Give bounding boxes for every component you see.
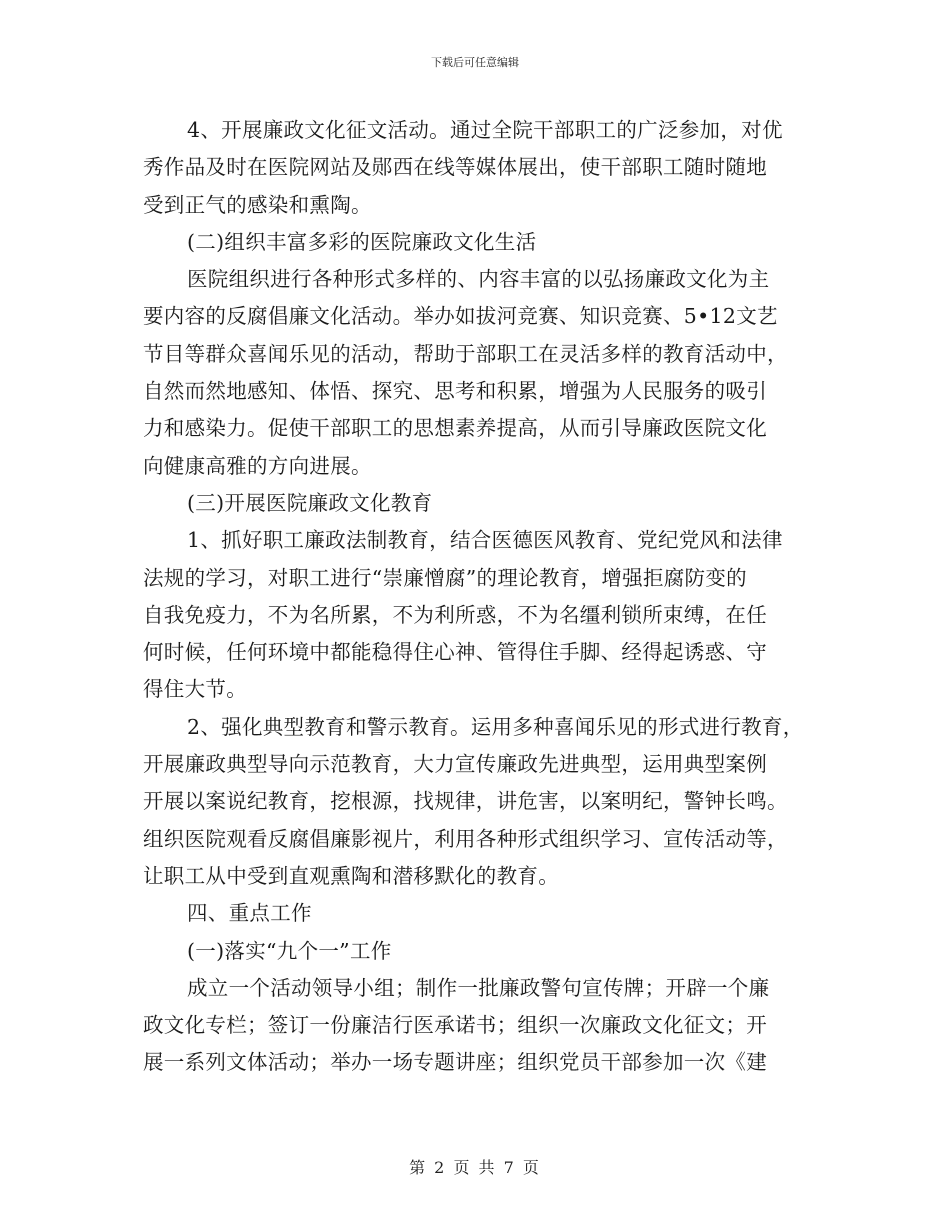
text-line: 政文化专栏；签订一份廉洁行医承诺书；组织一次廉政文化征文；开 <box>143 1013 767 1038</box>
text-line: 自我免疫力，不为名所累，不为利所惑，不为名缰利锁所束缚，在任 <box>143 602 767 627</box>
text-line: 秀作品及时在医院网站及郧西在线等媒体展出，使干部职工随时随地 <box>143 155 767 180</box>
text-line: 得住大节。 <box>143 677 247 702</box>
text-line: 成立一个活动领导小组；制作一批廉政警句宣传牌；开辟一个廉 <box>187 975 770 1000</box>
text-line: 力和感染力。促使干部职工的思想素养提高，从而引导廉政医院文化 <box>143 416 767 441</box>
text-line: (二)组织丰富多彩的医院廉政文化生活 <box>187 229 537 254</box>
text-line: 医院组织进行各种形式多样的、内容丰富的以弘扬廉政文化为主 <box>187 267 770 292</box>
text-line: 开展廉政典型导向示范教育，大力宣传廉政先进典型，运用典型案例 <box>143 752 767 777</box>
page-header: 下载后可任意编辑 <box>431 56 519 69</box>
text-line: 要内容的反腐倡廉文化活动。举办如拔河竞赛、知识竞赛、5•12文艺 <box>143 304 778 329</box>
text-line: 四、重点工作 <box>187 901 312 926</box>
text-line: 受到正气的感染和熏陶。 <box>143 192 372 217</box>
text-line: 向健康高雅的方向进展。 <box>143 453 372 478</box>
text-line: (三)开展医院廉政文化教育 <box>187 490 433 515</box>
text-line: 展一系列文体活动；举办一场专题讲座；组织党员干部参加一次《建 <box>143 1050 767 1075</box>
text-line: 让职工从中受到直观熏陶和潜移默化的教育。 <box>143 863 559 888</box>
text-line: 1、抓好职工廉政法制教育，结合医德医风教育、党纪党风和法律 <box>187 528 783 553</box>
text-line: 2、强化典型教育和警示教育。运用多种喜闻乐见的形式进行教育， <box>187 714 804 739</box>
text-line: 4、开展廉政文化征文活动。通过全院干部职工的广泛参加，对优 <box>187 118 783 142</box>
text-line: 节目等群众喜闻乐见的活动，帮助于部职工在灵活多样的教育活动中， <box>143 341 788 366</box>
text-line: 何时候，任何环境中都能稳得住心神、管得住手脚、经得起诱惑、守 <box>143 640 767 665</box>
document-body <box>143 112 808 1082</box>
text-line: 自然而然地感知、体悟、探究、思考和积累，增强为人民服务的吸引 <box>143 379 767 404</box>
text-line: 法规的学习，对职工进行“崇廉憎腐”的理论教育，增强拒腐防变的 <box>143 565 747 590</box>
text-line: (一)落实“九个一”工作 <box>187 938 392 963</box>
text-line: 开展以案说纪教育，挖根源，找规律，讲危害，以案明纪，警钟长鸣。 <box>143 789 788 814</box>
page-footer: 第 2 页 共 7 页 <box>409 1158 541 1177</box>
text-line: 组织医院观看反腐倡廉影视片，利用各种形式组织学习、宣传活动等， <box>143 826 788 851</box>
